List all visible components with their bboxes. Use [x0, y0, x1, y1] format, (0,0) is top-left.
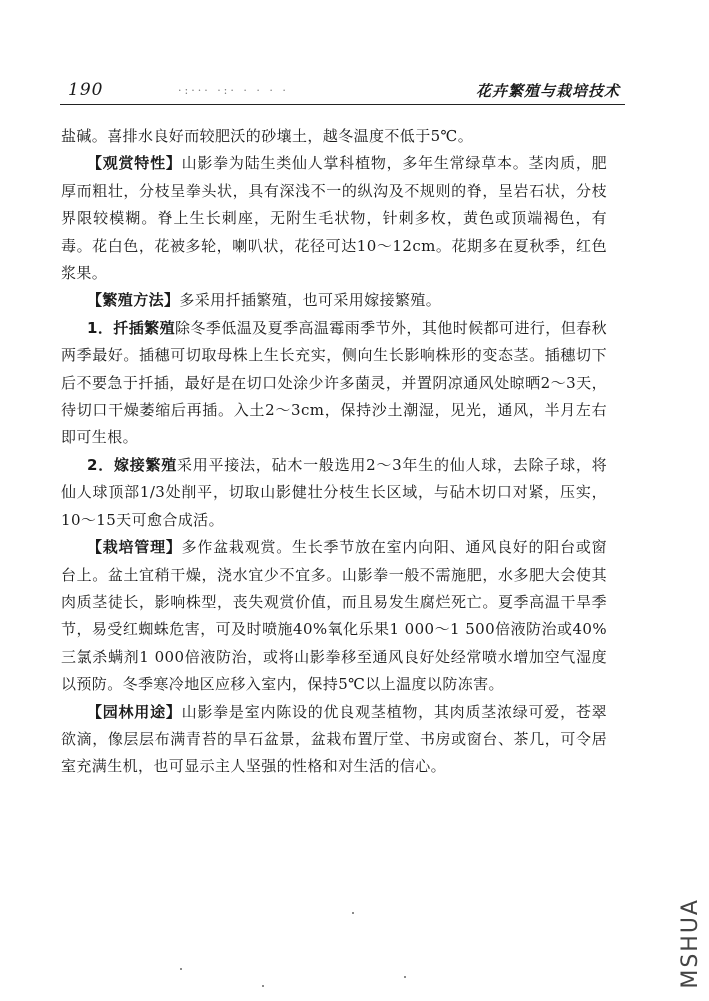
scan-speck [180, 968, 182, 970]
scan-speck [352, 912, 354, 914]
scan-speck [404, 976, 406, 978]
paragraph-text: 山影拳为陆生类仙人掌科植物，多年生常绿草本。茎肉质，肥厚而粗壮，分枝呈拳头状，具有深浅不一的纵沟及不规则的脊，呈岩石状，分枝界限较模糊。脊上生长刺座，无附生毛状物，针刺多枚，黄色或顶端褐色，有毒。花白色，花被多轮，喇叭状，花径可达10～12cm。花期多在夏秋季，红色浆果。 [61, 154, 607, 283]
body-text [61, 123, 607, 781]
running-title: 花卉繁殖与栽培技术 [475, 82, 620, 100]
page-number: 190 [68, 80, 104, 100]
paragraph-propagation [61, 287, 607, 314]
subsection-heading: 2．嫁接繁殖 [87, 455, 177, 474]
header-dots: ·:··· ·:· · · · · [178, 84, 289, 97]
section-heading: 【繁殖方法】 [87, 291, 180, 310]
section-heading: 【观赏特性】 [87, 154, 182, 173]
scan-speck [262, 985, 264, 987]
header-rule [60, 104, 625, 105]
paragraph-cutting [61, 315, 607, 452]
section-heading: 【栽培管理】 [87, 538, 182, 557]
paragraph-text: 多采用扦插繁殖，也可采用嫁接繁殖。 [179, 291, 442, 310]
paragraph-text: 除冬季低温及夏季高温霉雨季节外，其他时候都可进行，但春秋两季最好。插穗可切取母株上生长充实，侧向生长影响株形的变态茎。插穗切下后不要急于扦插，最好是在切口处涂少许多菌灵，并置阴凉通风处晾晒2～3天，待切口干燥萎缩后再插。入土2～3cm，保持沙土潮湿，见光，通风，半月左右即可生根。 [61, 318, 607, 447]
section-heading: 【园林用途】 [87, 702, 182, 721]
paragraph-grafting [61, 452, 607, 534]
page-header [60, 80, 620, 104]
paragraph-text: 采用平接法，砧木一般选用2～3年生的仙人球，去除子球，将仙人球顶部1/3处削平，切取山影健壮分枝生长区域，与砧木切口对紧，压实，10～15天可愈合成活。 [61, 455, 607, 529]
paragraph-ornamental-features [61, 150, 607, 287]
paragraph-garden-use [61, 699, 607, 781]
paragraph-text: 山影拳是室内陈设的优良观茎植物，其肉质茎浓绿可爱，苍翠欲滴，像层层布满青苔的旱石盆景，盆栽布置厅堂、书房或窗台、茶几，可令居室充满生机，也可显示主人坚强的性格和对生活的信心。 [61, 702, 607, 776]
paragraph-continuation: 盐碱。喜排水良好而较肥沃的砂壤土，越冬温度不低于5℃。 [61, 127, 474, 145]
paragraph-text: 多作盆栽观赏。生长季节放在室内向阳、通风良好的阳台或窗台上。盆土宜稍干燥，浇水宜少不宜多。山影拳一般不需施肥，水多肥大会使其肉质茎徒长，影响株型，丧失观赏价值，而且易发生腐烂死亡。夏季高温干旱季节，易受红蜘蛛危害，可及时喷施40%氧化乐果1 000～1 500倍液防治或40%三氯杀螨剂1 000倍液防治，或将山影拳移至通风良好处经常喷水增加空气湿度以预防。冬季寒冷地区应移入室内，保持5℃以上温度以防冻害。 [61, 538, 607, 694]
subsection-heading: 1．扦插繁殖 [87, 318, 176, 337]
watermark: MSHUA [678, 898, 703, 989]
paragraph-cultivation [61, 534, 607, 698]
